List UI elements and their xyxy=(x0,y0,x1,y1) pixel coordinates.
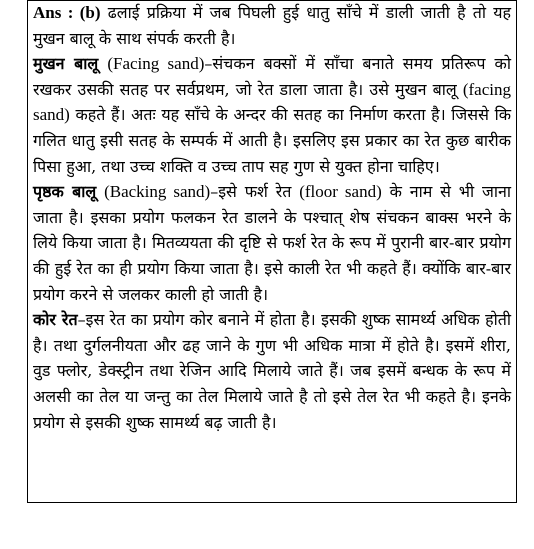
core-sand-paragraph xyxy=(33,307,511,435)
core-sand-title: कोर रेत xyxy=(33,310,78,330)
core-sand-text: –इस रेत का प्रयोग कोर बनाने में होता है। इसकी शुष्क सामर्थ्य अधिक होती है। तथा दुर्गलनीयता और ढह जाने के गुण भी अधिक मात्रा में होते है। इसमें शीरा, वुड फ्लोर, डेक्स्ट्रीन तथा रेजिन आदि मिलाये जाते हैं। जब इसमें बन्धक के रूप में अलसी का तेल या जन्तु का तेल मिलाये जाते है तो इसे तेल रेत भी कहते है। इनके प्रयोग से इसकी शुष्क सामर्थ्य बढ़ जाती है। xyxy=(33,310,511,432)
facing-sand-title: मुखन बालू xyxy=(33,54,99,74)
answer-intro-text: ढलाई प्रक्रिया में जब पिघली हुई धातु साँचे में डाली जाती है तो यह मुखन बालू के साथ संपर्क करती है। xyxy=(33,3,511,48)
answer-prefix: Ans : (b) xyxy=(33,3,101,22)
facing-sand-english: (Facing sand) xyxy=(107,54,205,74)
facing-sand-english-2: (facing sand) xyxy=(33,79,511,125)
backing-sand-paragraph xyxy=(33,179,511,307)
backing-sand-text-2: के नाम से भी जाना जाता है। इसका प्रयोग फलकन रेत डालने के पश्चात् शेष संचकन बाक्स भरने के लिये किया जाता है। मितव्ययता की दृष्टि से फर्श रेत के रूप में पुरानी बार-बार प्रयोग की हुई रेत का ही प्रयोग किया जाता है। इसे काली रेत भी कहते हैं। क्योंकि बार-बार प्रयोग करने से जलकर काली हो जाती है। xyxy=(33,182,512,304)
answer-box xyxy=(27,0,517,503)
backing-sand-english: (Backing sand) xyxy=(104,182,211,202)
backing-sand-title: पृष्ठक बालू xyxy=(33,182,97,202)
facing-sand-text-1: –संचकन बक्सों में साँचा बनाते समय प्रतिरूप को रखकर उसकी सतह पर सर्वप्रथम, जो रेत डाला जाता है। उसे मुखन बालू xyxy=(33,54,511,99)
facing-sand-text-2: कहते हैं। अतः यह साँचे के अन्दर की सतह का निर्माण करता है। जिससे कि गलित धातु इसी सतह के सम्पर्क में आती है। इसलिए इस प्रकार का रेत कुछ बारीक पिसा हुआ, तथा उच्च शक्ति व उच्च ताप सह गुण से युक्त होना चाहिए। xyxy=(33,105,511,176)
backing-sand-text-1: –इसे फर्श रेत xyxy=(210,182,300,202)
answer-intro-paragraph xyxy=(33,0,511,51)
backing-sand-english-2: (floor sand) xyxy=(299,182,382,202)
facing-sand-paragraph xyxy=(33,51,511,179)
